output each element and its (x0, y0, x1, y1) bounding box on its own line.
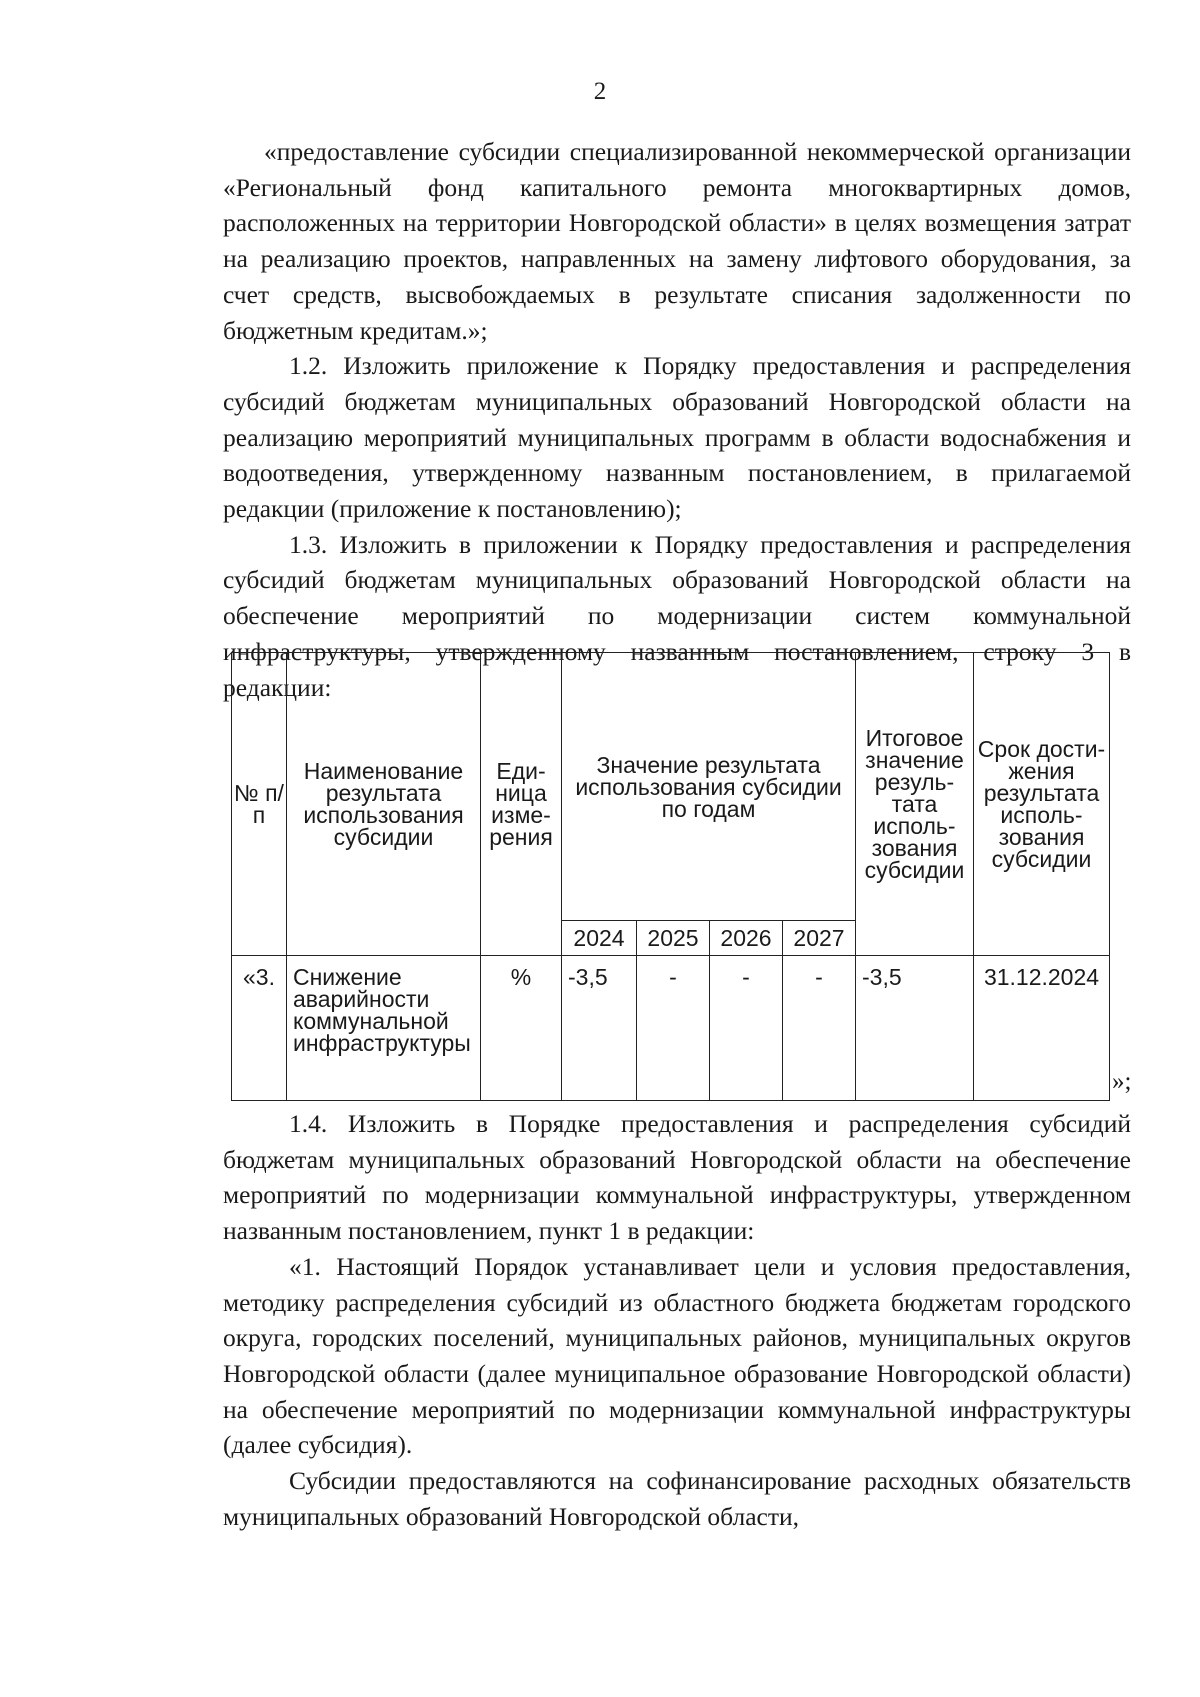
row-num: «3. (232, 956, 287, 1101)
row-value-2025: - (637, 956, 710, 1101)
header-values: Значение результата использования субсидии по годам (562, 653, 856, 921)
row-value-2027: - (783, 956, 856, 1101)
header-unit: Еди-ница изме-рения (481, 653, 562, 956)
year-2025: 2025 (637, 921, 710, 956)
item-1-3-paragraph: 1.3. Изложить в приложении к Порядку предоставления и распределения субсидий бюджетам муниципальных образований Новгородской области на обеспечение мероприятий по модернизации систем коммунальной инфраструктуры, утвержденному названным постановлением, строку 3 в редакции: (223, 529, 1131, 702)
item-1-2-paragraph: 1.2. Изложить приложение к Порядку предоставления и распределения субсидий бюджетам муниципальных образований Новгородской области на реализацию мероприятий муниципальных программ в области водоснабжения и водоотведения, утвержденному названным постановлением, в прилагаемой редакции (приложение к постановлению); (223, 351, 1131, 524)
item-1-4-paragraph: 1.4. Изложить в Порядке предоставления и распределения субсидий бюджетам муниципальных образований Новгородской области на обеспечение мероприятий по модернизации коммунальной инфраструктуры, утвержденном названным постановлением, пункт 1 в редакции: (223, 1109, 1131, 1246)
table-row (232, 956, 1110, 1101)
results-table (231, 652, 1110, 1101)
row-value-2026: - (710, 956, 783, 1101)
subsidies-paragraph: Субсидии предоставляются на софинансирование расходных обязательств муниципальных образований Новгородской области, (223, 1466, 1131, 1531)
header-deadline: Срок дости-жения результата исполь-зования субсидии (974, 653, 1110, 956)
intro-paragraph: «предоставление субсидии специализированной некоммерческой организации «Региональный фонд капитального ремонта многоквартирных домов, расположенных на территории Новгородской области» в целях возмещения затрат на реализацию проектов, направленных на замену лифтового оборудования, за счет средств, высвобождаемых в результате списания задолженности по бюджетным кредитам.»; (223, 137, 1131, 345)
row-name: Снижение аварийности коммунальной инфраструктуры (287, 956, 481, 1101)
row-value-2024: -3,5 (562, 956, 637, 1101)
header-total: Итоговое значение резуль-тата исполь-зования субсидии (856, 653, 974, 956)
quote-1-paragraph: «1. Настоящий Порядок устанавливает цели и условия предоставления, методику распределения субсидий из областного бюджета бюджетам городского округа, городских поселений, муниципальных районов, муниципальных округов Новгородской области (далее муниципальное образование Новгородской области) на обеспечение мероприятий по модернизации коммунальной инфраструктуры (далее субсидия). (223, 1251, 1131, 1460)
table-closing-quote: »; (1112, 1068, 1132, 1095)
year-2027: 2027 (783, 921, 856, 956)
row-total: -3,5 (856, 956, 974, 1101)
header-name: Наименование результата использования субсидии (287, 653, 481, 956)
row-deadline: 31.12.2024 (974, 956, 1110, 1101)
page-number: 2 (593, 78, 607, 105)
text-block-bottom (223, 1106, 1131, 1534)
row-unit: % (481, 956, 562, 1101)
text-block-top (223, 134, 1131, 705)
year-2026: 2026 (710, 921, 783, 956)
year-2024: 2024 (562, 921, 637, 956)
header-num: № п/п (232, 653, 287, 956)
